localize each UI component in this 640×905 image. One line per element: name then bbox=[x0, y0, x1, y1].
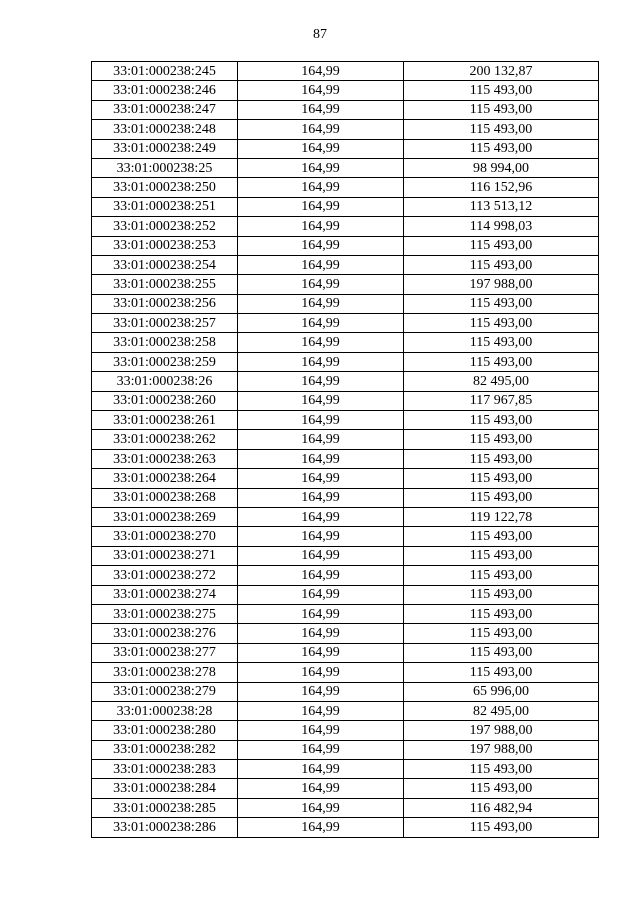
cadastral-number-cell: 33:01:000238:279 bbox=[92, 682, 238, 701]
cadastral-value-cell: 115 493,00 bbox=[404, 236, 599, 255]
table-row bbox=[92, 120, 599, 139]
cadastral-number-cell: 33:01:000238:258 bbox=[92, 333, 238, 352]
cadastral-value-cell: 115 493,00 bbox=[404, 294, 599, 313]
unit-value-cell: 164,99 bbox=[238, 798, 404, 817]
unit-value-cell: 164,99 bbox=[238, 701, 404, 720]
cadastral-value-cell: 115 493,00 bbox=[404, 411, 599, 430]
cadastral-value-cell: 115 493,00 bbox=[404, 779, 599, 798]
table-row bbox=[92, 507, 599, 526]
table-row bbox=[92, 527, 599, 546]
table-row bbox=[92, 449, 599, 468]
table-row bbox=[92, 740, 599, 759]
cadastral-value-cell: 115 493,00 bbox=[404, 663, 599, 682]
cadastral-value-table bbox=[91, 61, 599, 838]
table-row bbox=[92, 760, 599, 779]
table-row bbox=[92, 197, 599, 216]
cadastral-number-cell: 33:01:000238:260 bbox=[92, 391, 238, 410]
cadastral-value-cell: 115 493,00 bbox=[404, 488, 599, 507]
table-row bbox=[92, 100, 599, 119]
unit-value-cell: 164,99 bbox=[238, 391, 404, 410]
cadastral-value-cell: 115 493,00 bbox=[404, 81, 599, 100]
table-row bbox=[92, 372, 599, 391]
cadastral-value-cell: 65 996,00 bbox=[404, 682, 599, 701]
unit-value-cell: 164,99 bbox=[238, 352, 404, 371]
unit-value-cell: 164,99 bbox=[238, 604, 404, 623]
cadastral-number-cell: 33:01:000238:248 bbox=[92, 120, 238, 139]
cadastral-value-cell: 113 513,12 bbox=[404, 197, 599, 216]
cadastral-value-cell: 197 988,00 bbox=[404, 721, 599, 740]
cadastral-number-cell: 33:01:000238:285 bbox=[92, 798, 238, 817]
table-row bbox=[92, 178, 599, 197]
unit-value-cell: 164,99 bbox=[238, 217, 404, 236]
cadastral-value-cell: 115 493,00 bbox=[404, 352, 599, 371]
cadastral-number-cell: 33:01:000238:272 bbox=[92, 566, 238, 585]
cadastral-value-cell: 116 152,96 bbox=[404, 178, 599, 197]
cadastral-value-cell: 82 495,00 bbox=[404, 701, 599, 720]
unit-value-cell: 164,99 bbox=[238, 372, 404, 391]
cadastral-value-cell: 119 122,78 bbox=[404, 507, 599, 526]
unit-value-cell: 164,99 bbox=[238, 527, 404, 546]
table-row bbox=[92, 779, 599, 798]
unit-value-cell: 164,99 bbox=[238, 236, 404, 255]
table-row bbox=[92, 391, 599, 410]
table-row bbox=[92, 352, 599, 371]
table-row bbox=[92, 798, 599, 817]
cadastral-number-cell: 33:01:000238:250 bbox=[92, 178, 238, 197]
unit-value-cell: 164,99 bbox=[238, 488, 404, 507]
cadastral-number-cell: 33:01:000238:278 bbox=[92, 663, 238, 682]
unit-value-cell: 164,99 bbox=[238, 197, 404, 216]
cadastral-number-cell: 33:01:000238:259 bbox=[92, 352, 238, 371]
cadastral-number-cell: 33:01:000238:280 bbox=[92, 721, 238, 740]
cadastral-value-cell: 117 967,85 bbox=[404, 391, 599, 410]
cadastral-number-cell: 33:01:000238:276 bbox=[92, 624, 238, 643]
table-row bbox=[92, 62, 599, 81]
cadastral-number-cell: 33:01:000238:271 bbox=[92, 546, 238, 565]
cadastral-number-cell: 33:01:000238:28 bbox=[92, 701, 238, 720]
page-number: 87 bbox=[313, 27, 327, 42]
cadastral-number-cell: 33:01:000238:277 bbox=[92, 643, 238, 662]
table-row bbox=[92, 217, 599, 236]
cadastral-value-cell: 115 493,00 bbox=[404, 546, 599, 565]
table-row bbox=[92, 275, 599, 294]
cadastral-value-cell: 115 493,00 bbox=[404, 430, 599, 449]
cadastral-value-cell: 115 493,00 bbox=[404, 100, 599, 119]
cadastral-value-cell: 115 493,00 bbox=[404, 314, 599, 333]
unit-value-cell: 164,99 bbox=[238, 62, 404, 81]
cadastral-value-cell: 197 988,00 bbox=[404, 740, 599, 759]
table-row bbox=[92, 585, 599, 604]
cadastral-number-cell: 33:01:000238:254 bbox=[92, 255, 238, 274]
table-row bbox=[92, 604, 599, 623]
cadastral-number-cell: 33:01:000238:270 bbox=[92, 527, 238, 546]
table-row bbox=[92, 314, 599, 333]
cadastral-number-cell: 33:01:000238:247 bbox=[92, 100, 238, 119]
table-row bbox=[92, 624, 599, 643]
unit-value-cell: 164,99 bbox=[238, 333, 404, 352]
cadastral-number-cell: 33:01:000238:263 bbox=[92, 449, 238, 468]
cadastral-value-cell: 115 493,00 bbox=[404, 818, 599, 837]
table-row bbox=[92, 469, 599, 488]
cadastral-value-cell: 115 493,00 bbox=[404, 527, 599, 546]
table-row bbox=[92, 682, 599, 701]
cadastral-number-cell: 33:01:000238:282 bbox=[92, 740, 238, 759]
cadastral-number-cell: 33:01:000238:252 bbox=[92, 217, 238, 236]
cadastral-number-cell: 33:01:000238:26 bbox=[92, 372, 238, 391]
cadastral-number-cell: 33:01:000238:255 bbox=[92, 275, 238, 294]
cadastral-value-cell: 200 132,87 bbox=[404, 62, 599, 81]
cadastral-number-cell: 33:01:000238:264 bbox=[92, 469, 238, 488]
table-row bbox=[92, 663, 599, 682]
unit-value-cell: 164,99 bbox=[238, 566, 404, 585]
table-row bbox=[92, 333, 599, 352]
cadastral-number-cell: 33:01:000238:246 bbox=[92, 81, 238, 100]
unit-value-cell: 164,99 bbox=[238, 255, 404, 274]
unit-value-cell: 164,99 bbox=[238, 507, 404, 526]
unit-value-cell: 164,99 bbox=[238, 585, 404, 604]
unit-value-cell: 164,99 bbox=[238, 469, 404, 488]
cadastral-value-cell: 115 493,00 bbox=[404, 449, 599, 468]
unit-value-cell: 164,99 bbox=[238, 663, 404, 682]
unit-value-cell: 164,99 bbox=[238, 178, 404, 197]
table-row bbox=[92, 566, 599, 585]
unit-value-cell: 164,99 bbox=[238, 120, 404, 139]
unit-value-cell: 164,99 bbox=[238, 624, 404, 643]
cadastral-number-cell: 33:01:000238:274 bbox=[92, 585, 238, 604]
cadastral-number-cell: 33:01:000238:269 bbox=[92, 507, 238, 526]
unit-value-cell: 164,99 bbox=[238, 546, 404, 565]
cadastral-value-cell: 115 493,00 bbox=[404, 585, 599, 604]
table-row bbox=[92, 701, 599, 720]
unit-value-cell: 164,99 bbox=[238, 139, 404, 158]
cadastral-value-cell: 115 493,00 bbox=[404, 333, 599, 352]
cadastral-value-cell: 114 998,03 bbox=[404, 217, 599, 236]
cadastral-value-cell: 116 482,94 bbox=[404, 798, 599, 817]
cadastral-value-cell: 115 493,00 bbox=[404, 643, 599, 662]
cadastral-value-cell: 115 493,00 bbox=[404, 760, 599, 779]
cadastral-number-cell: 33:01:000238:262 bbox=[92, 430, 238, 449]
table-row bbox=[92, 721, 599, 740]
cadastral-number-cell: 33:01:000238:245 bbox=[92, 62, 238, 81]
cadastral-number-cell: 33:01:000238:268 bbox=[92, 488, 238, 507]
unit-value-cell: 164,99 bbox=[238, 740, 404, 759]
cadastral-number-cell: 33:01:000238:261 bbox=[92, 411, 238, 430]
cadastral-number-cell: 33:01:000238:257 bbox=[92, 314, 238, 333]
unit-value-cell: 164,99 bbox=[238, 314, 404, 333]
unit-value-cell: 164,99 bbox=[238, 430, 404, 449]
unit-value-cell: 164,99 bbox=[238, 643, 404, 662]
unit-value-cell: 164,99 bbox=[238, 682, 404, 701]
unit-value-cell: 164,99 bbox=[238, 411, 404, 430]
table-body bbox=[92, 62, 599, 838]
table-row bbox=[92, 139, 599, 158]
table-row bbox=[92, 81, 599, 100]
cadastral-value-cell: 115 493,00 bbox=[404, 624, 599, 643]
table-row bbox=[92, 818, 599, 837]
cadastral-number-cell: 33:01:000238:275 bbox=[92, 604, 238, 623]
cadastral-number-cell: 33:01:000238:25 bbox=[92, 158, 238, 177]
unit-value-cell: 164,99 bbox=[238, 721, 404, 740]
cadastral-value-cell: 82 495,00 bbox=[404, 372, 599, 391]
unit-value-cell: 164,99 bbox=[238, 779, 404, 798]
table-row bbox=[92, 255, 599, 274]
unit-value-cell: 164,99 bbox=[238, 294, 404, 313]
cadastral-number-cell: 33:01:000238:256 bbox=[92, 294, 238, 313]
unit-value-cell: 164,99 bbox=[238, 760, 404, 779]
table-row bbox=[92, 488, 599, 507]
cadastral-number-cell: 33:01:000238:251 bbox=[92, 197, 238, 216]
unit-value-cell: 164,99 bbox=[238, 100, 404, 119]
table-row bbox=[92, 236, 599, 255]
cadastral-value-cell: 115 493,00 bbox=[404, 120, 599, 139]
unit-value-cell: 164,99 bbox=[238, 275, 404, 294]
cadastral-number-cell: 33:01:000238:253 bbox=[92, 236, 238, 255]
cadastral-number-cell: 33:01:000238:249 bbox=[92, 139, 238, 158]
cadastral-number-cell: 33:01:000238:284 bbox=[92, 779, 238, 798]
table-row bbox=[92, 294, 599, 313]
cadastral-value-cell: 115 493,00 bbox=[404, 139, 599, 158]
unit-value-cell: 164,99 bbox=[238, 81, 404, 100]
unit-value-cell: 164,99 bbox=[238, 818, 404, 837]
cadastral-value-cell: 115 493,00 bbox=[404, 255, 599, 274]
table-row bbox=[92, 546, 599, 565]
unit-value-cell: 164,99 bbox=[238, 449, 404, 468]
cadastral-number-cell: 33:01:000238:286 bbox=[92, 818, 238, 837]
cadastral-value-cell: 98 994,00 bbox=[404, 158, 599, 177]
table-row bbox=[92, 411, 599, 430]
unit-value-cell: 164,99 bbox=[238, 158, 404, 177]
cadastral-value-cell: 115 493,00 bbox=[404, 566, 599, 585]
cadastral-value-cell: 115 493,00 bbox=[404, 469, 599, 488]
cadastral-number-cell: 33:01:000238:283 bbox=[92, 760, 238, 779]
table-row bbox=[92, 158, 599, 177]
table-row bbox=[92, 643, 599, 662]
cadastral-value-cell: 115 493,00 bbox=[404, 604, 599, 623]
table-row bbox=[92, 430, 599, 449]
cadastral-value-cell: 197 988,00 bbox=[404, 275, 599, 294]
